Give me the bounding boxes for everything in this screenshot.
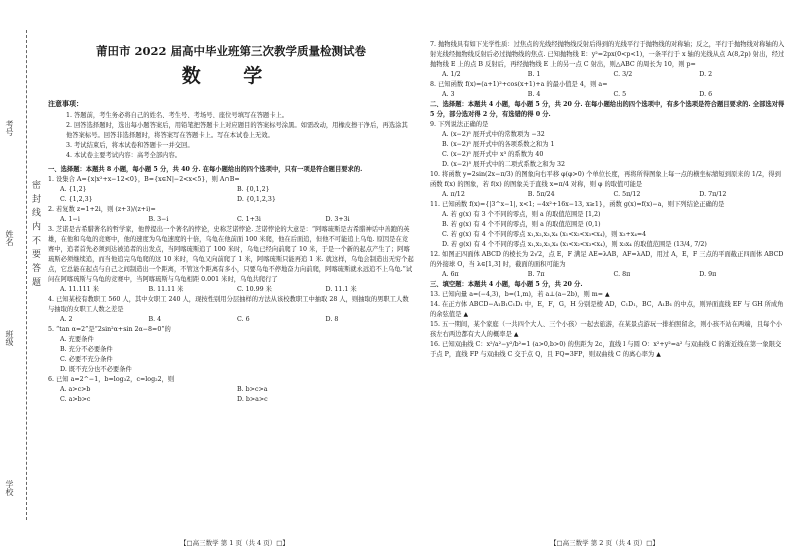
binding-margin xyxy=(0,0,42,558)
option: D. 9π xyxy=(699,271,717,278)
option: D. 2 xyxy=(699,71,713,78)
exam-title: 莆田市 2022 届高中毕业班第三次教学质量检测试卷 xyxy=(95,44,366,58)
option: B. {0,1,2} xyxy=(237,186,270,193)
question-5: 5. “tan α=2”是“2sin²α+sin 2α−8=0”的 xyxy=(48,326,171,333)
option: A. (x−2)⁵ 展开式中的常数项为 −32 xyxy=(442,131,545,138)
question-16 xyxy=(430,340,785,360)
option: B. 4 xyxy=(527,91,541,98)
field-class: 班级 xyxy=(5,330,14,346)
notice-item: 1. 答题前，考生务必将自己的姓名、考生号、考场号、座位号填写在答题卡上。 xyxy=(66,112,289,119)
question-12: 12. 如图正四面体 ABCD 的棱长为 2√2，点 E，F 满足 AE=λAB，AF=λAD，用过 A，E，F 三点的平面截正四面体 ABCD 的外接球 O，当 λ∈[1,3] 时，截面的面积可能为 xyxy=(430,251,784,268)
option: C. {1,2,3} xyxy=(60,196,93,203)
option: B. 5π/24 xyxy=(527,191,555,198)
section-1-heading: 一、选择题：本题共 8 小题，每小题 5 分，共 40 分. 在每小题给出的四个选项中，只有一项是符合题目要求的. xyxy=(48,166,363,173)
right-column xyxy=(430,40,785,360)
option: A. 充要条件 xyxy=(60,336,94,343)
field-school: 学校 xyxy=(5,480,14,496)
question-13 xyxy=(430,290,785,300)
question-12-options xyxy=(430,270,785,280)
field-name: 姓名 xyxy=(5,230,14,246)
option: C. 3/2 xyxy=(613,71,633,78)
question-2-options xyxy=(48,215,414,225)
option: D. {0,1,2,3} xyxy=(237,196,276,203)
footer-page-1: 【□高三数学 第 1 页（共 4 页）□】 xyxy=(180,539,289,547)
field-exam-number: 考号 xyxy=(5,120,14,136)
option: D. 若 g(x) 有 4 个不同的零点 x₁,x₂,x₃,x₄ (x₁<x₂<x₃<x₄)，则 x₃x₄ 的取值范围是 (13/4, 7/2) xyxy=(442,241,707,248)
option: A. a>c>b xyxy=(60,386,91,393)
option: C. (x−2)⁵ 展开式中 x³ 的系数为 40 xyxy=(442,151,544,158)
question-14-text: 14. 在正方体 ABCD−A₁B₁C₁D₁ 中，E，F，G，H 分别是棱 AD，C₁D₁，BC，A₁B₁ 的中点，则异面直线 EF 与 GH 所成角的余弦值是 xyxy=(430,301,784,318)
option: A. 若 g(x) 有 3 个不同的零点，则 a 的取值范围是 [1,2) xyxy=(442,211,601,218)
option: D. 11.1 米 xyxy=(325,286,357,293)
option: B. 4 xyxy=(148,316,162,323)
option: D. 6 xyxy=(699,91,713,98)
left-column xyxy=(48,36,414,405)
notice-heading: 注意事项： xyxy=(48,99,83,108)
option: B. 11.11 米 xyxy=(148,286,184,293)
option: C. 若 g(x) 有 4 个不同的零点 x₁,x₂,x₃,x₄ (x₁<x₂<x₃<x₄)，则 x₃+x₄=4 xyxy=(442,231,647,238)
option: A. {1,2} xyxy=(60,186,87,193)
option: A. 11.111 米 xyxy=(60,286,99,293)
option: C. 10.99 米 xyxy=(237,286,272,293)
seal-line-text: 密 封 线 内 不 要 答 题 xyxy=(30,180,40,288)
question-9: 9. 下列说法正确的是 xyxy=(430,121,489,128)
question-15 xyxy=(430,320,785,340)
answer-blank: ▲ xyxy=(513,331,519,338)
option: C. 必要不充分条件 xyxy=(60,356,113,363)
option: D. 8 xyxy=(325,316,339,323)
question-1-options-2 xyxy=(48,195,414,205)
answer-blank: ▲ xyxy=(605,291,610,298)
option: B. 若 g(x) 有 4 个不同的零点，则 a 的取值范围是 (0,1) xyxy=(442,221,601,228)
notice-list xyxy=(48,111,414,161)
notice-item: 4. 本试卷主要考试内容：高考全部内容。 xyxy=(66,152,182,159)
notice-item: 2. 回答选择题时，选出每小题答案后，用铅笔把答题卡上对应题目的答案标号涂黑。如需改动，用橡皮擦干净后，再选涂其他答案标号。回答非选择题时，将答案写在答题卡上。写在本试卷上无效。 xyxy=(66,122,408,139)
option: D. b>a>c xyxy=(237,396,268,403)
question-10: 10. 将函数 y=2sin(2x−π/3) 的图象向右平移 φ(φ>0) 个单位长度，再将所得图象上每一点的横坐标缩短到原来的 1/2，得到函数 f(x) 的图象，若 f(x) 的图象关于直线 x=π/4 对称，则 φ 的取值可能是 xyxy=(430,171,781,188)
question-10-options xyxy=(430,190,785,200)
question-3: 3. 芝诺是古希腊著名的哲学家，他曾提出一个著名的悖论，史称芝诺悖论. 芝诺悖论的大意是：“阿喀琉斯是古希腊神话中善跑的英雄，在他和乌龟的竞赛中，他的速度为乌龟速度的十倍，乌龟在他前面 100 米爬，他在后面追，但他不可能追上乌龟. 原因是在竞赛中，追者首先必须到达被追者的出发点，当阿喀琉斯追了 100 米时，乌龟已经向前爬了 10 米，于是一个新的起点产生了；阿喀琉斯必须继续追，而当他追完乌龟爬的这 10 米时，乌龟又向前爬了 1 米，阿喀琉斯只能再追 1 米. 就这样，乌龟会制造出无穷个起点，它总能在起点与自己之间制造出一个距离，不管这个距离有多小，只要乌龟不停地奋力向前爬，阿喀琉斯就永远追不上乌龟.”试问在阿喀琉斯与乌龟的竞赛中，当阿喀琉斯与乌龟相距 0.001 米时，乌龟共爬行了 xyxy=(48,226,414,283)
section-2-heading: 二、选择题：本题共 4 小题，每小题 5 分，共 20 分. 在每小题给出的四个选项中，有多个选项是符合题目要求的. 全部选对得 5 分，部分选对得 2 分，有选错的得 0 分. xyxy=(430,101,785,118)
option: D. 3+3i xyxy=(325,216,350,223)
question-6: 6. 已知 a=2^−1，b=log₃2，c=log₂2，则 xyxy=(48,376,175,383)
question-16-text: 16. 已知双曲线 C：x²/a²−y²/b²=1 (a>0,b>0) 的焦距为 2c，直线 l 与圆 O：x²+y²=a² 与双曲线 C 的渐近线在第一象限交于点 P，直线 FP 与双曲线 C 交于点 Q，且 FQ=3FP，则双曲线 C 的离心率为 xyxy=(430,341,782,358)
option: A. 1/2 xyxy=(442,71,461,78)
option: A. 6π xyxy=(442,271,459,278)
option: C. 1+3i xyxy=(237,216,261,223)
footer-page-2: 【□高三数学 第 2 页（共 4 页）□】 xyxy=(550,539,659,547)
notice-item: 3. 考试结束后，将本试卷和答题卡一并交回。 xyxy=(66,142,194,149)
question-6-options xyxy=(48,385,414,395)
question-6-options-2 xyxy=(48,395,414,405)
option: C. 8π xyxy=(613,271,631,278)
option: C. 5π/12 xyxy=(613,191,641,198)
question-11: 11. 已知函数 f(x)={|3^x−1|, x<1; −4x²+16x−13, x≥1}，函数 g(x)=f(x)−a，则下列结论正确的是 xyxy=(430,201,725,208)
question-4: 4. 已知某校有教职工 560 人，其中女职工 240 人，现按性别用分层抽样的方法从该校教职工中抽取 28 人，则抽取的男职工人数与抽取的女职工人数之差是 xyxy=(48,296,409,313)
question-13-text: 13. 已知向量 a=(−4,3)，b=(1,m)，若 a⊥(a−2b)，则 m= xyxy=(430,291,604,298)
option: B. 7π xyxy=(527,271,545,278)
option: D. (x−2)⁵ 展开式中的二项式系数之和为 32 xyxy=(442,161,565,168)
question-1: 1. 设集合 A={x|x²+x−12<0}，B={x∈N|−2<x<5}，则 A∩B= xyxy=(48,176,240,183)
option: A. π/12 xyxy=(442,191,465,198)
question-7-options xyxy=(430,70,785,80)
question-3-options xyxy=(48,285,414,295)
option: A. 2 xyxy=(60,316,73,323)
option: B. 充分不必要条件 xyxy=(60,346,113,353)
option: A. 1−i xyxy=(60,216,80,223)
question-8-options xyxy=(430,90,785,100)
option: C. 5 xyxy=(613,91,627,98)
question-1-options xyxy=(48,185,414,195)
question-14 xyxy=(430,300,785,320)
question-4-options xyxy=(48,315,414,325)
answer-blank: ▲ xyxy=(656,351,661,358)
question-15-text: 15. 五一期间，某个家庭（一共四个大人、三个小孩）一起去旅游，在某景点游玩一排拍照留念，则小孩不站在两端，且每个小孩左右两边都有大人的概率是 xyxy=(430,321,783,338)
option: B. b>c>a xyxy=(237,386,268,393)
question-7: 7. 抛物线具有如下光学性质：过焦点的光线经抛物线反射后得到的光线平行于抛物线的对称轴；反之，平行于抛物线对称轴的入射光线经抛物线反射后必过抛物线的焦点. 已知抛物线 E：y²=2px(0<p<1)，一条平行于 x 轴的光线从点 A(8,2p) 射出，经过抛物线 E 上的点 B 反射后，再经抛物线 E 上的另一点 C 射出，则△ABC 的周长为 10，则 p= xyxy=(430,41,785,68)
option: B. 1 xyxy=(527,71,541,78)
option: A. 3 xyxy=(442,91,455,98)
option: C. a>b>c xyxy=(60,396,91,403)
option: D. 既不充分也不必要条件 xyxy=(60,366,132,373)
answer-blank: ▲ xyxy=(463,311,469,318)
seal-dashed-line xyxy=(26,30,27,520)
exam-subject: 数 学 xyxy=(181,65,281,87)
section-3-heading: 三、填空题：本题共 4 小题，每小题 5 分，共 20 分. xyxy=(430,281,583,288)
option: B. 3−i xyxy=(148,216,169,223)
option: B. (x−2)⁵ 展开式中的各项系数之和为 1 xyxy=(442,141,555,148)
question-8: 8. 已知函数 f(x)=(a+1)²+cos(x+1)+a 的最小值是 4，则 a= xyxy=(430,81,608,88)
option: D. 7π/12 xyxy=(699,191,727,198)
question-2: 2. 若复数 z=1+2i，则 (z+3)/(z+i)= xyxy=(48,206,156,213)
option: C. 6 xyxy=(237,316,250,323)
